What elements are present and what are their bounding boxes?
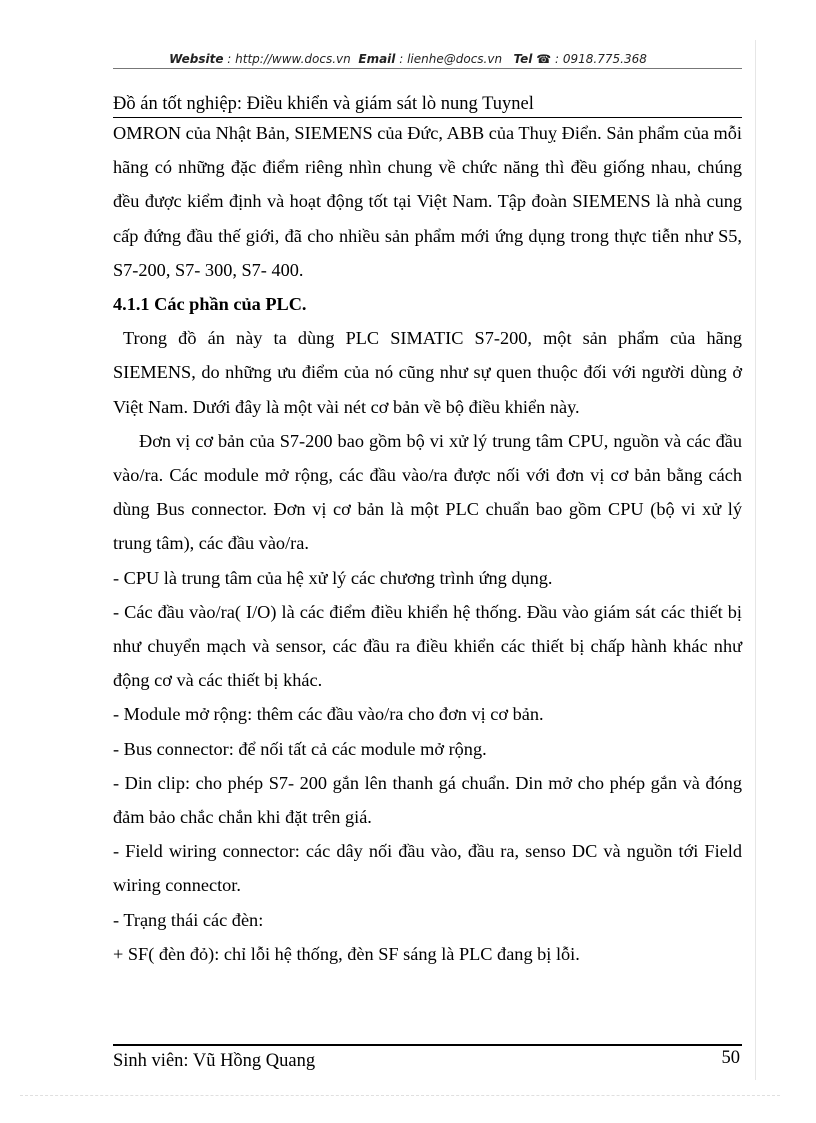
email-label: Email [358,52,396,66]
footer-rule [113,1044,742,1046]
page-divider-bottom [20,1095,780,1096]
website-label: Website [169,52,224,66]
tel-value: : 0918.775.368 [555,52,647,66]
list-item: - Din clip: cho phép S7- 200 gắn lên thanh gá chuẩn. Din mở cho phép gắn và đóng đảm bảo chắc chắn khi đặt trên giá. [113,772,742,828]
website-value[interactable]: : http://www.docs.vn [227,52,351,66]
list-item: - Trạng thái các đèn: [113,909,264,930]
email-value[interactable]: : lienhe@docs.vn [399,52,503,66]
section-heading: 4.1.1 Các phần của PLC. [113,294,307,315]
footer-student-name: Sinh viên: Vũ Hồng Quang [113,1051,316,1071]
list-item: - Module mở rộng: thêm các đầu vào/ra cho đơn vị cơ bản. [113,704,544,725]
list-item: - CPU là trung tâm của hệ xử lý các chương trình ứng dụng. [113,567,553,588]
list-item: - Bus connector: để nối tất cả các module mở rộng. [113,738,487,759]
page-shadow-right [755,40,763,1080]
paragraph-basic-unit: Đơn vị cơ bản của S7-200 bao gồm bộ vi xử lý trung tâm CPU, nguồn và các đầu vào/ra. Các module mở rộng, các đầu vào/ra được nối với đơn vị cơ bản bằng cách dùng Bus connector. Đơn vị cơ bản là một PLC chuẩn bao gồm CPU (bộ vi xử lý trung tâm), các đầu vào/ra. [113,430,742,554]
site-header [0,52,816,66]
paragraph-intro: OMRON của Nhật Bản, SIEMENS của Đức, ABB của Thuỵ Điển. Sản phẩm của mỗi hãng có những đặc điểm riêng nhìn chung về chức năng thì đều giống nhau, chúng đều được kiểm định và hoạt động tốt tại Việt Nam. Tập đoàn SIEMENS là nhà cung cấp đứng đầu thế giới, đã cho nhiều sản phẩm mới ứng dụng trong thực tiễn như S5, S7-200, S7- 300, S7- 400. [113,123,742,280]
list-item: + SF( đèn đỏ): chỉ lỗi hệ thống, đèn SF sáng là PLC đang bị lỗi. [113,943,580,964]
document-title: Đồ án tốt nghiệp: Điều khiển và giám sát lò nung Tuynel [113,94,534,114]
phone-icon: ☎ [536,52,552,66]
paragraph-plc-intro: Trong đồ án này ta dùng PLC SIMATIC S7-200, một sản phẩm của hãng SIEMENS, do những ưu điểm của nó cũng như sự quen thuộc đối với người dùng ở Việt Nam. Dưới đây là một vài nét cơ bản về bộ điều khiển này. [113,328,742,417]
body-text [113,116,742,971]
list-item: - Field wiring connector: các dây nối đầu vào, đầu ra, senso DC và nguồn tới Field wiring connector. [113,841,742,896]
page-number: 50 [721,1048,740,1068]
tel-label: Tel [513,52,533,66]
list-item: - Các đầu vào/ra( I/O) là các điểm điều khiển hệ thống. Đầu vào giám sát các thiết bị như chuyển mạch và sensor, các đầu ra điều khiển các thiết bị chấp hành khác như động cơ và các thiết bị khác. [113,601,742,691]
header-rule [113,68,742,69]
